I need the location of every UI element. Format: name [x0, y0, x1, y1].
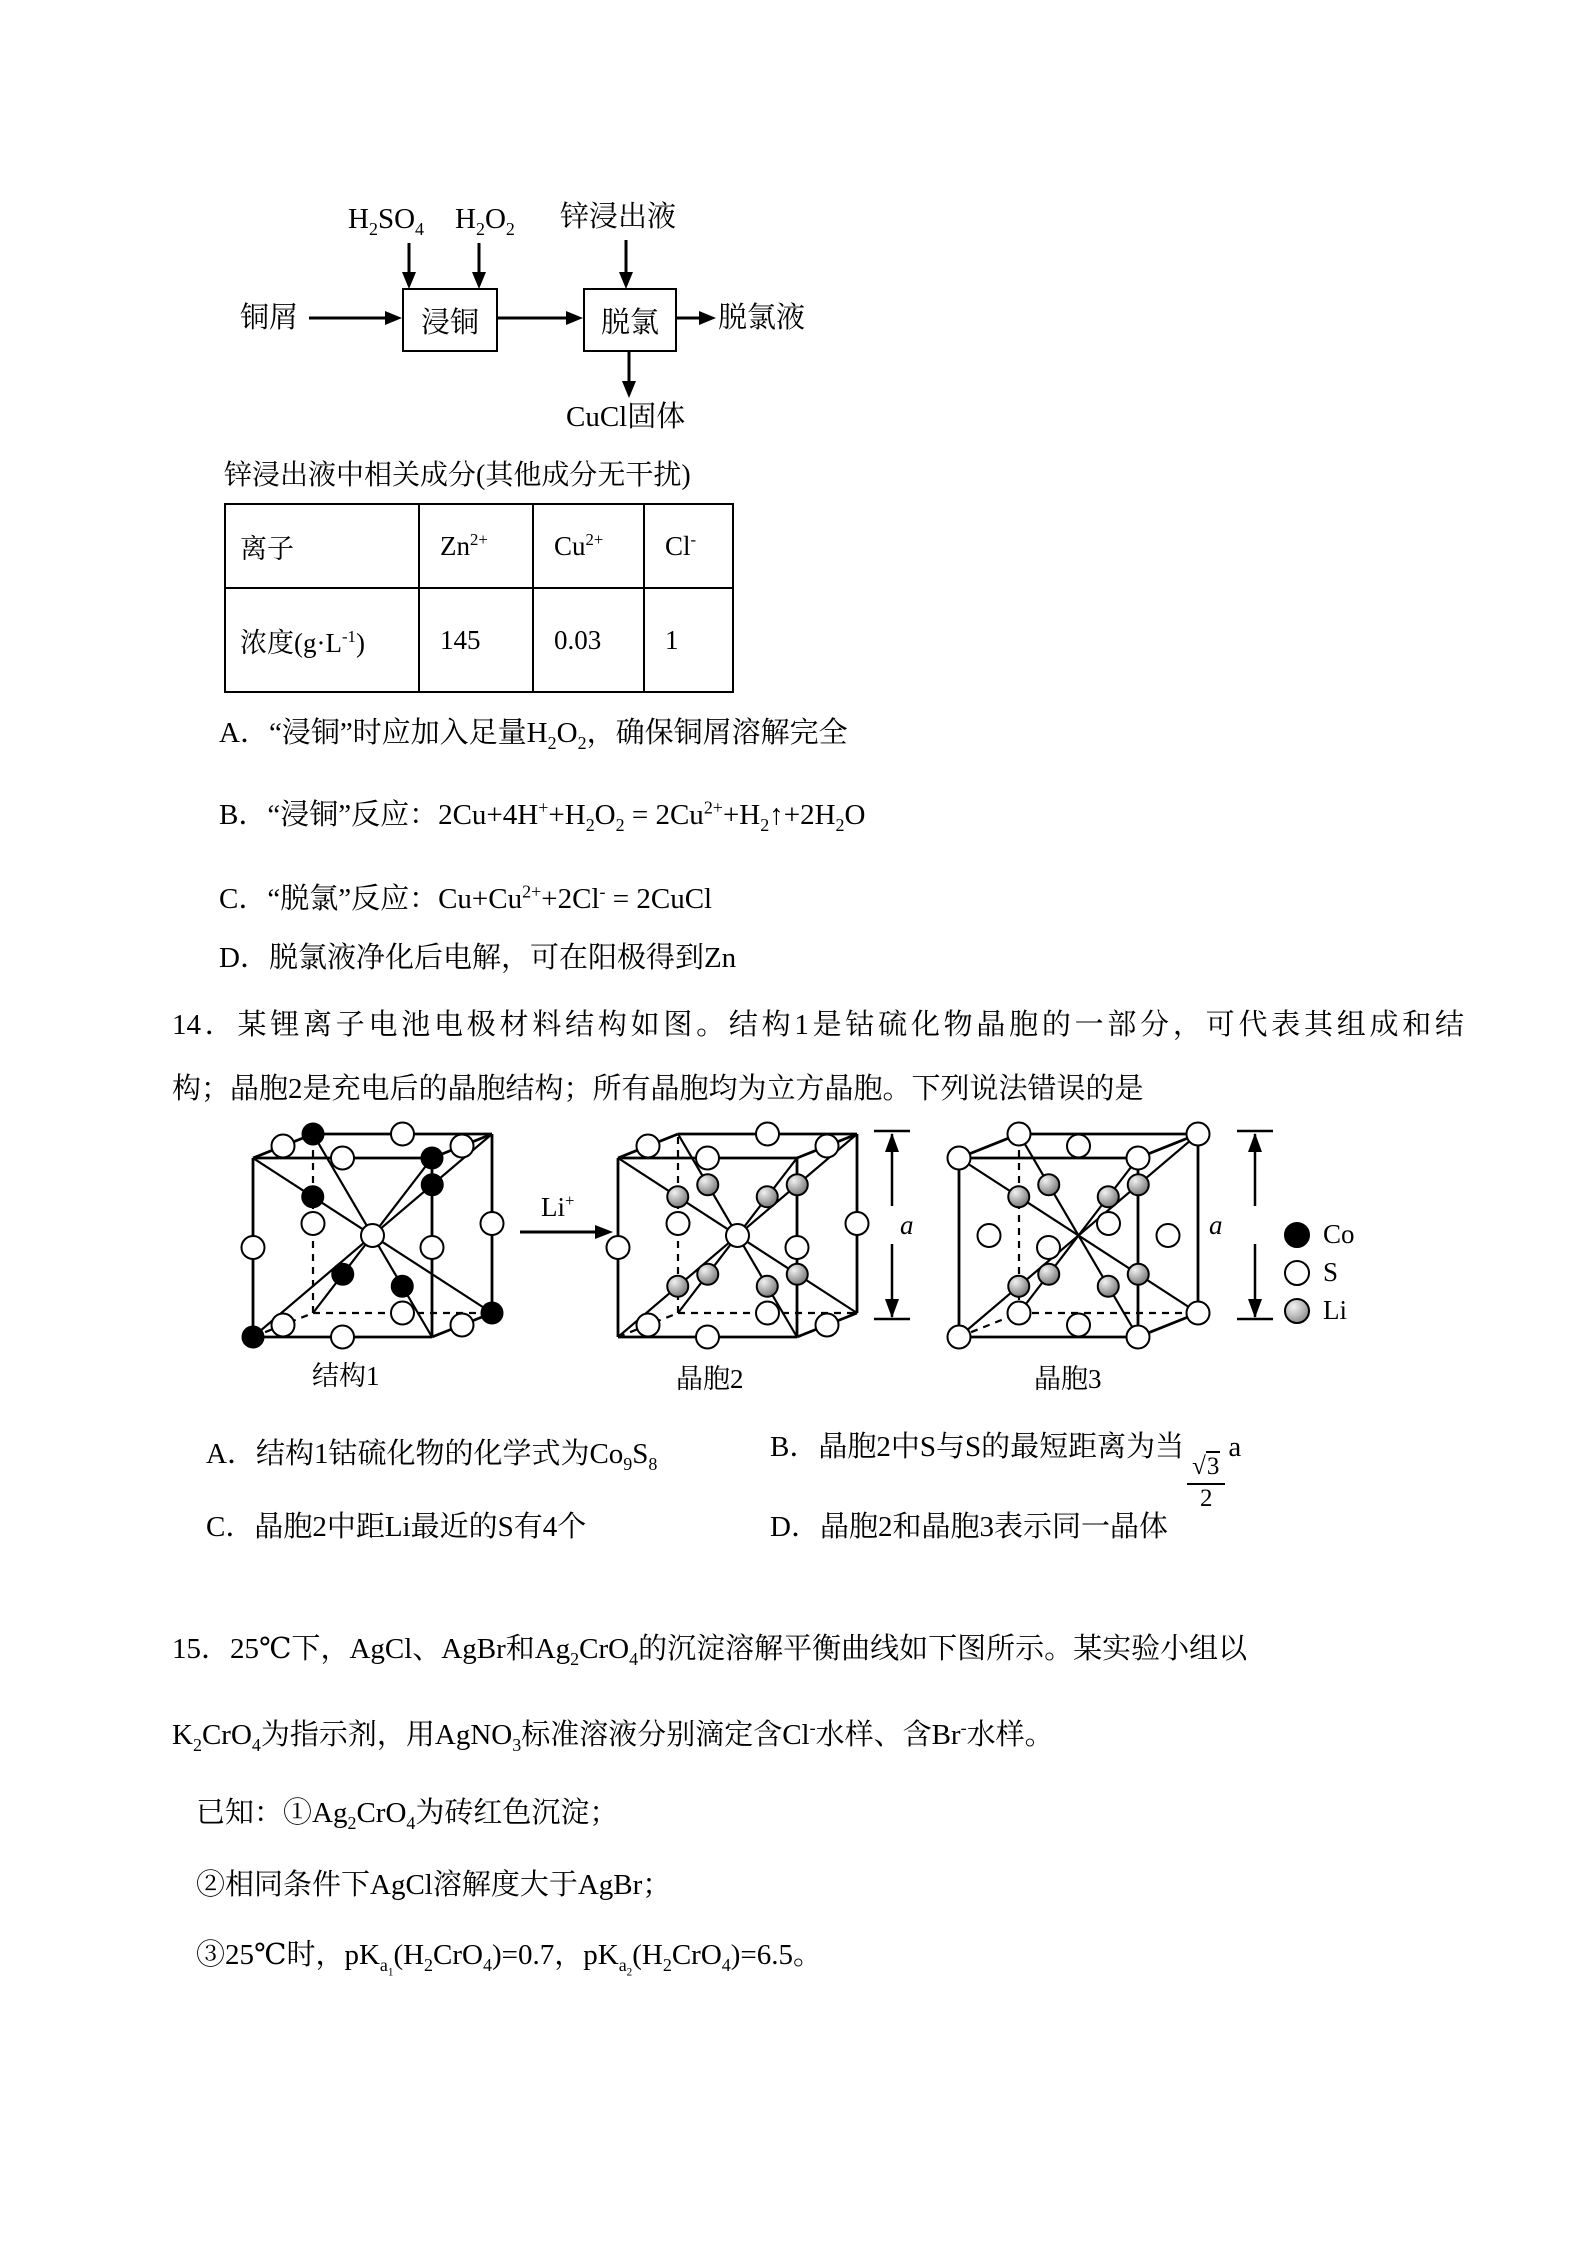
- dim-label-a-cell3: a: [1209, 1210, 1223, 1240]
- row-label-concentration: 浓度$(g\cdot L^{-1})$: [225, 588, 419, 692]
- s-atom: [607, 1236, 630, 1259]
- s-atom: [1067, 1135, 1090, 1158]
- li-atom: [757, 1276, 778, 1297]
- co-atom: [302, 1186, 323, 1207]
- dim-arrow-cell3: [1237, 1131, 1273, 1319]
- li-atom: [1128, 1174, 1149, 1195]
- s-atom: [1008, 1302, 1031, 1325]
- s-atom: [1008, 1123, 1031, 1146]
- s-atom: [331, 1326, 354, 1349]
- li-atom: [667, 1276, 688, 1297]
- s-atom: [481, 1212, 504, 1235]
- s-atom: [696, 1326, 719, 1349]
- li-atom: [1008, 1276, 1029, 1297]
- table-row: [225, 588, 733, 692]
- legend-li-label: Li: [1323, 1295, 1347, 1325]
- s-atom: [667, 1212, 690, 1235]
- fraction-denominator: 2: [1199, 1484, 1213, 1512]
- s-atom: [816, 1314, 839, 1337]
- q13-option-b: B．“浸铜”反应：$2Cu+4H^++H_2O_2$ = $2Cu^{2+}+H_2↑+2H_2O$: [219, 797, 866, 835]
- s-atom: [1097, 1212, 1120, 1235]
- legend-s: [1284, 1257, 1338, 1288]
- s-atom: [786, 1236, 809, 1259]
- value-cu: 0.03: [533, 588, 644, 692]
- s-atom: [302, 1212, 325, 1235]
- s-atom: [637, 1135, 660, 1158]
- flow-box-dechlorination: [583, 288, 677, 352]
- flow-reagent-h2so4: $H_2SO_4$: [348, 203, 424, 239]
- s-atom: [1127, 1326, 1150, 1349]
- q15-stem-line1: 15．25℃下，AgCl、AgBr和$Ag_2CrO_4$的沉淀溶解平衡曲线如下图所示。某实验小组以: [172, 1633, 1248, 1669]
- value-zn: 145: [419, 588, 533, 692]
- q15-known-2: ②相同条件下AgCl溶解度大于AgBr；: [196, 1869, 672, 1901]
- flow-source-copper-scrap: 铜屑: [240, 302, 299, 334]
- sqrt3-over-2-fraction: [1187, 1453, 1225, 1514]
- flow-output-dechlorinated-liquid: 脱氯液: [718, 302, 806, 334]
- flow-input-zinc-leachate: 锌浸出液: [560, 201, 677, 233]
- s-atom: [696, 1147, 719, 1170]
- li-atom: [757, 1186, 778, 1207]
- label-cell-3: 晶胞3: [1034, 1364, 1102, 1394]
- s-atom: [1187, 1302, 1210, 1325]
- q14-option-b-text: B．晶胞2中S与S的最短距离为当: [770, 1431, 1185, 1463]
- s-atom: [1187, 1123, 1210, 1146]
- fraction-numerator: √3: [1187, 1453, 1225, 1485]
- flow-box-copper-leach: [402, 288, 498, 352]
- co-atom: [482, 1303, 503, 1324]
- s-atom: [948, 1147, 971, 1170]
- s-atom-icon: [1284, 1260, 1310, 1286]
- li-atom: [697, 1264, 718, 1285]
- li-atom: [787, 1174, 808, 1195]
- q14-option-b: [770, 1430, 1241, 1514]
- s-atom: [846, 1212, 869, 1235]
- cell-3: [948, 1123, 1210, 1349]
- q14-option-b-suffix: a: [1228, 1431, 1242, 1463]
- s-atom: [816, 1135, 839, 1158]
- ion-concentration-table: [224, 503, 734, 693]
- co-atom: [303, 1124, 324, 1145]
- q14-option-a: A．结构1钴硫化物的化学式为$Co_9S_8$: [206, 1438, 658, 1474]
- s-atom: [726, 1224, 749, 1247]
- header-cl: Cl-: [644, 504, 733, 588]
- s-atom: [756, 1123, 779, 1146]
- q13-option-a: A．“浸铜”时应加入足量$H_2O_2$，确保铜屑溶解完全: [219, 717, 848, 753]
- li-atom: [1098, 1276, 1119, 1297]
- header-ion: 离子: [225, 504, 419, 588]
- table-header-row: [225, 504, 733, 588]
- q15-stem-line2: $K_2CrO_4$为指示剂，用AgNO$_3$标准溶液分别滴定含Cl-水样、含Br-水样。: [172, 1717, 1054, 1755]
- q15-known-1: 已知：$①Ag_2CrO_4$为砖红色沉淀；: [196, 1797, 619, 1833]
- li-atom: [667, 1186, 688, 1207]
- q14-option-c: C．晶胞2中距Li最近的S有4个: [206, 1511, 587, 1543]
- label-cell-2: 晶胞2: [676, 1364, 744, 1394]
- s-atom: [1037, 1236, 1060, 1259]
- li-transfer-arrow: [520, 1225, 613, 1239]
- s-atom: [391, 1123, 414, 1146]
- q15-known-3: ③25℃时，$pK_{a_1}(H_2CrO_4)=0.7$，$pK_{a_2}(H_2CrO_4)=6.5$。: [196, 1939, 823, 1979]
- co-atom: [332, 1264, 353, 1285]
- header-zn: $Zn^{2+}$: [419, 504, 533, 588]
- s-atom: [421, 1236, 444, 1259]
- s-atom: [1067, 1314, 1090, 1337]
- structure-1: [242, 1123, 504, 1349]
- legend-s-label: S: [1323, 1257, 1339, 1287]
- dim-label-a-cell2: a: [900, 1210, 914, 1240]
- table-caption: 锌浸出液中相关成分(其他成分无干扰): [224, 460, 691, 491]
- s-atom: [272, 1314, 295, 1337]
- s-atom: [272, 1135, 295, 1158]
- s-atom: [756, 1302, 779, 1325]
- li-atom: [1098, 1186, 1119, 1207]
- s-atom: [451, 1135, 474, 1158]
- q14-option-d: D．晶胞2和晶胞3表示同一晶体: [770, 1511, 1168, 1543]
- header-cu: $Cu^{2+}$: [533, 504, 644, 588]
- li-atom: [1008, 1186, 1029, 1207]
- s-atom: [1157, 1224, 1180, 1247]
- legend-li: [1284, 1295, 1347, 1326]
- li-atom: [1038, 1174, 1059, 1195]
- crystal-cells-diagram: [0, 1100, 1460, 1400]
- s-atom: [451, 1314, 474, 1337]
- flow-box-copper-leach-label: 浸铜: [420, 306, 479, 339]
- s-atom: [242, 1236, 265, 1259]
- li-arrow-label: Li+: [541, 1191, 575, 1222]
- s-atom: [1127, 1147, 1150, 1170]
- co-atom: [422, 1148, 443, 1169]
- q14-stem-line1: 14．某锂离子电池电极材料结构如图。结构1是钴硫化物晶胞的一部分，可代表其组成和结: [172, 1009, 1464, 1041]
- s-atom: [391, 1302, 414, 1325]
- flow-reagent-h2o2: $H_2O_2$: [455, 203, 515, 239]
- q14-stem-line2: 构；晶胞2是充电后的晶胞结构；所有晶胞均为立方晶胞。下列说法错误的是: [172, 1073, 1144, 1105]
- li-atom-icon: [1284, 1298, 1310, 1324]
- legend-co: [1284, 1219, 1355, 1250]
- s-atom: [361, 1224, 384, 1247]
- co-atom: [243, 1327, 264, 1348]
- flow-box-dechlorination-label: 脱氯: [600, 306, 659, 339]
- label-structure-1: 结构1: [312, 1361, 380, 1391]
- s-atom: [978, 1224, 1001, 1247]
- li-atom: [787, 1264, 808, 1285]
- cell-2: [607, 1123, 869, 1349]
- co-atom: [392, 1276, 413, 1297]
- q13-option-d: D．脱氯液净化后电解，可在阳极得到Zn: [219, 942, 737, 974]
- s-atom: [331, 1147, 354, 1170]
- legend-co-label: Co: [1323, 1219, 1355, 1249]
- s-atom: [948, 1326, 971, 1349]
- flowchart-arrows: [0, 0, 1587, 460]
- q13-option-c: C．“脱氯”反应：$Cu+Cu^{2+}+2Cl^-$ = 2CuCl: [219, 881, 713, 915]
- co-atom-icon: [1284, 1222, 1310, 1248]
- value-cl: 1: [644, 588, 733, 692]
- li-atom: [1038, 1264, 1059, 1285]
- li-atom: [1128, 1264, 1149, 1285]
- li-atom: [697, 1174, 718, 1195]
- flow-output-cucl-solid: CuCl固体: [566, 401, 686, 433]
- co-atom: [422, 1174, 443, 1195]
- s-atom: [637, 1314, 660, 1337]
